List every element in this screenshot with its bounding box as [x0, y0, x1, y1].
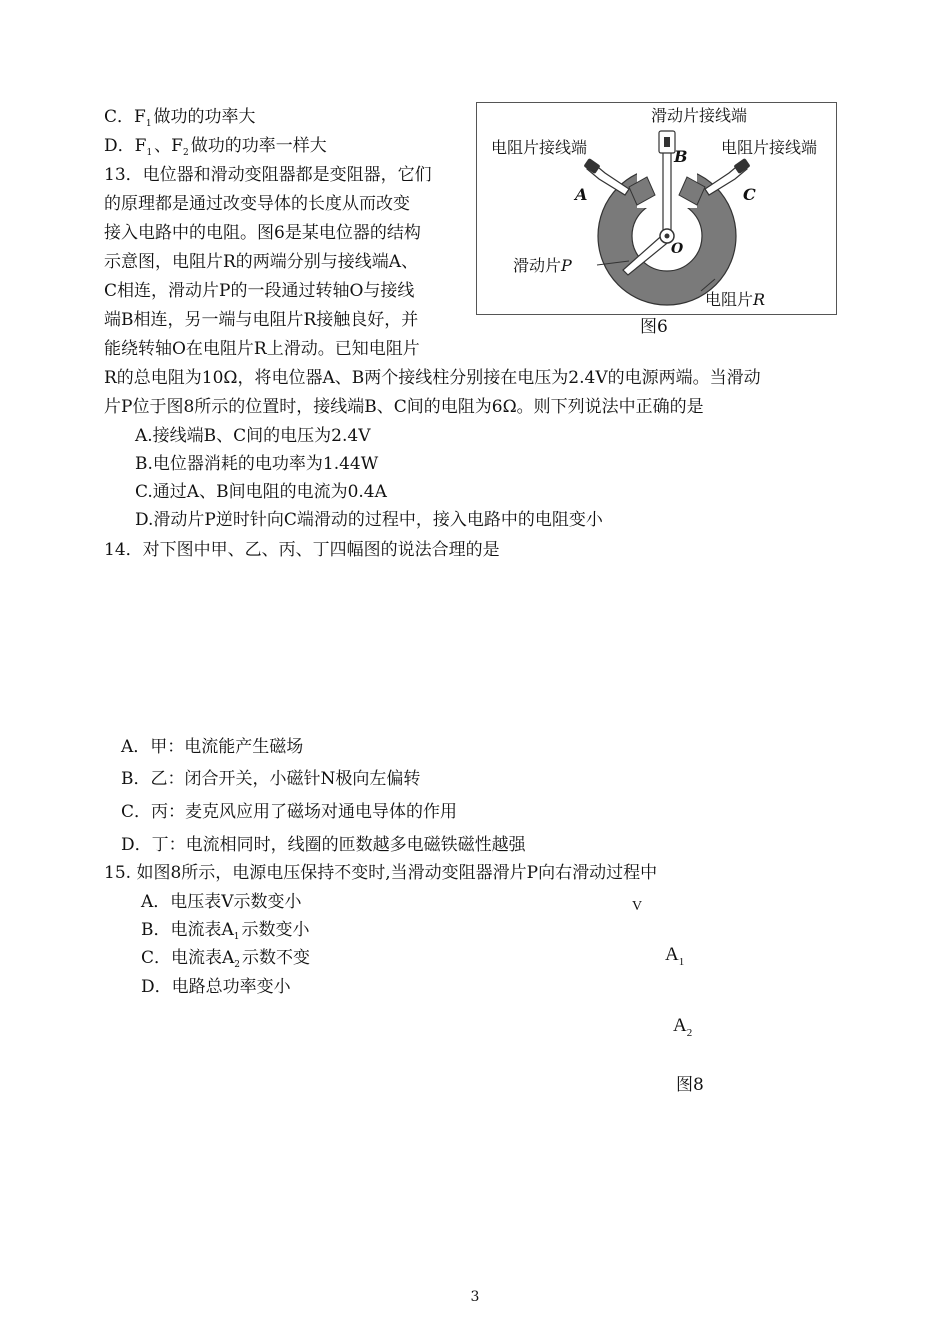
q12-option-c: C．$F_1$ 做功的功率大 [104, 107, 256, 129]
label-slider-terminal: 滑动片接线端 [651, 106, 748, 125]
page-number: 3 [470, 1289, 480, 1305]
figure-6-potentiometer [476, 102, 837, 315]
ammeter-2-label: $A_2$ [673, 1015, 693, 1039]
figure-6-caption: 图6 [640, 317, 668, 337]
label-c: C [743, 185, 756, 204]
q13-stem-line-9: 片P位于图8所示的位置时，接线端B、C间的电阻为6Ω。则下列说法中正确的是 [104, 397, 704, 417]
q13-stem-line-6: 端B相连，另一端与电阻片R接触良好，并 [104, 310, 419, 330]
q15-stem: 15. 如图8所示，电源电压保持不变时,当滑动变阻器滑片P向右滑动过程中 [104, 863, 658, 883]
q14-option-a: A．甲：电流能产生磁场 [121, 737, 304, 757]
q13-stem-line-2: 的原理都是通过改变导体的长度从而改变 [104, 194, 410, 214]
label-o: O [671, 241, 684, 257]
q15-option-d: D．电路总功率变小 [141, 977, 291, 997]
label-resistor-terminal-right: 电阻片接线端 [721, 138, 818, 157]
q13-stem-line-1: 13．电位器和滑动变阻器都是变阻器，它们 [104, 165, 432, 185]
label-slider-p: 滑动片P [513, 256, 572, 275]
label-resistor-r: 电阻片R [705, 290, 766, 309]
label-resistor-terminal-left: 电阻片接线端 [491, 138, 588, 157]
figure-8-caption: 图8 [676, 1075, 704, 1095]
label-a: A [575, 185, 588, 204]
q13-stem-line-3: 接入电路中的电阻。图6是某电位器的结构 [104, 223, 421, 243]
q13-stem-line-5: C相连，滑动片P的一段通过转轴O与接线 [104, 281, 415, 301]
q12-option-d: D．$F_1$ 、$F_2$ 做功的功率一样大 [104, 136, 327, 158]
ammeter-1-label: $A_1$ [665, 944, 685, 968]
q14-option-c: C．丙：麦克风应用了磁场对通电导体的作用 [121, 802, 458, 822]
q14-option-b: B．乙：闭合开关，小磁针N极向左偏转 [121, 769, 421, 789]
q13-option-c: C.通过A、B间电阻的电流为0.4A [135, 482, 387, 502]
q14-option-d: D．丁：电流相同时，线圈的匝数越多电磁铁磁性越强 [121, 835, 526, 855]
q13-stem-line-8: R的总电阻为10Ω，将电位器A、B两个接线柱分别接在电压为2.4V的电源两端。当滑动 [104, 368, 761, 388]
q13-option-b: B.电位器消耗的电功率为1.44W [135, 454, 379, 474]
q15-option-b: B．电流表$A_1$ 示数变小 [141, 920, 310, 942]
voltmeter-label: V [632, 899, 643, 914]
q13-option-d: D.滑动片P逆时针向C端滑动的过程中，接入电路中的电阻变小 [135, 510, 603, 530]
q15-option-c: C．电流表$A_2$ 示数不变 [141, 948, 311, 970]
q13-option-a: A.接线端B、C间的电压为2.4V [135, 426, 371, 446]
q13-stem-line-7: 能绕转轴O在电阻片R上滑动。已知电阻片 [104, 339, 420, 359]
q14-stem: 14．对下图中甲、乙、丙、丁四幅图的说法合理的是 [104, 540, 500, 560]
label-b: B [674, 147, 688, 166]
q15-option-a: A．电压表V示数变小 [141, 892, 302, 912]
q13-stem-line-4: 示意图，电阻片R的两端分别与接线端A、 [104, 252, 419, 272]
